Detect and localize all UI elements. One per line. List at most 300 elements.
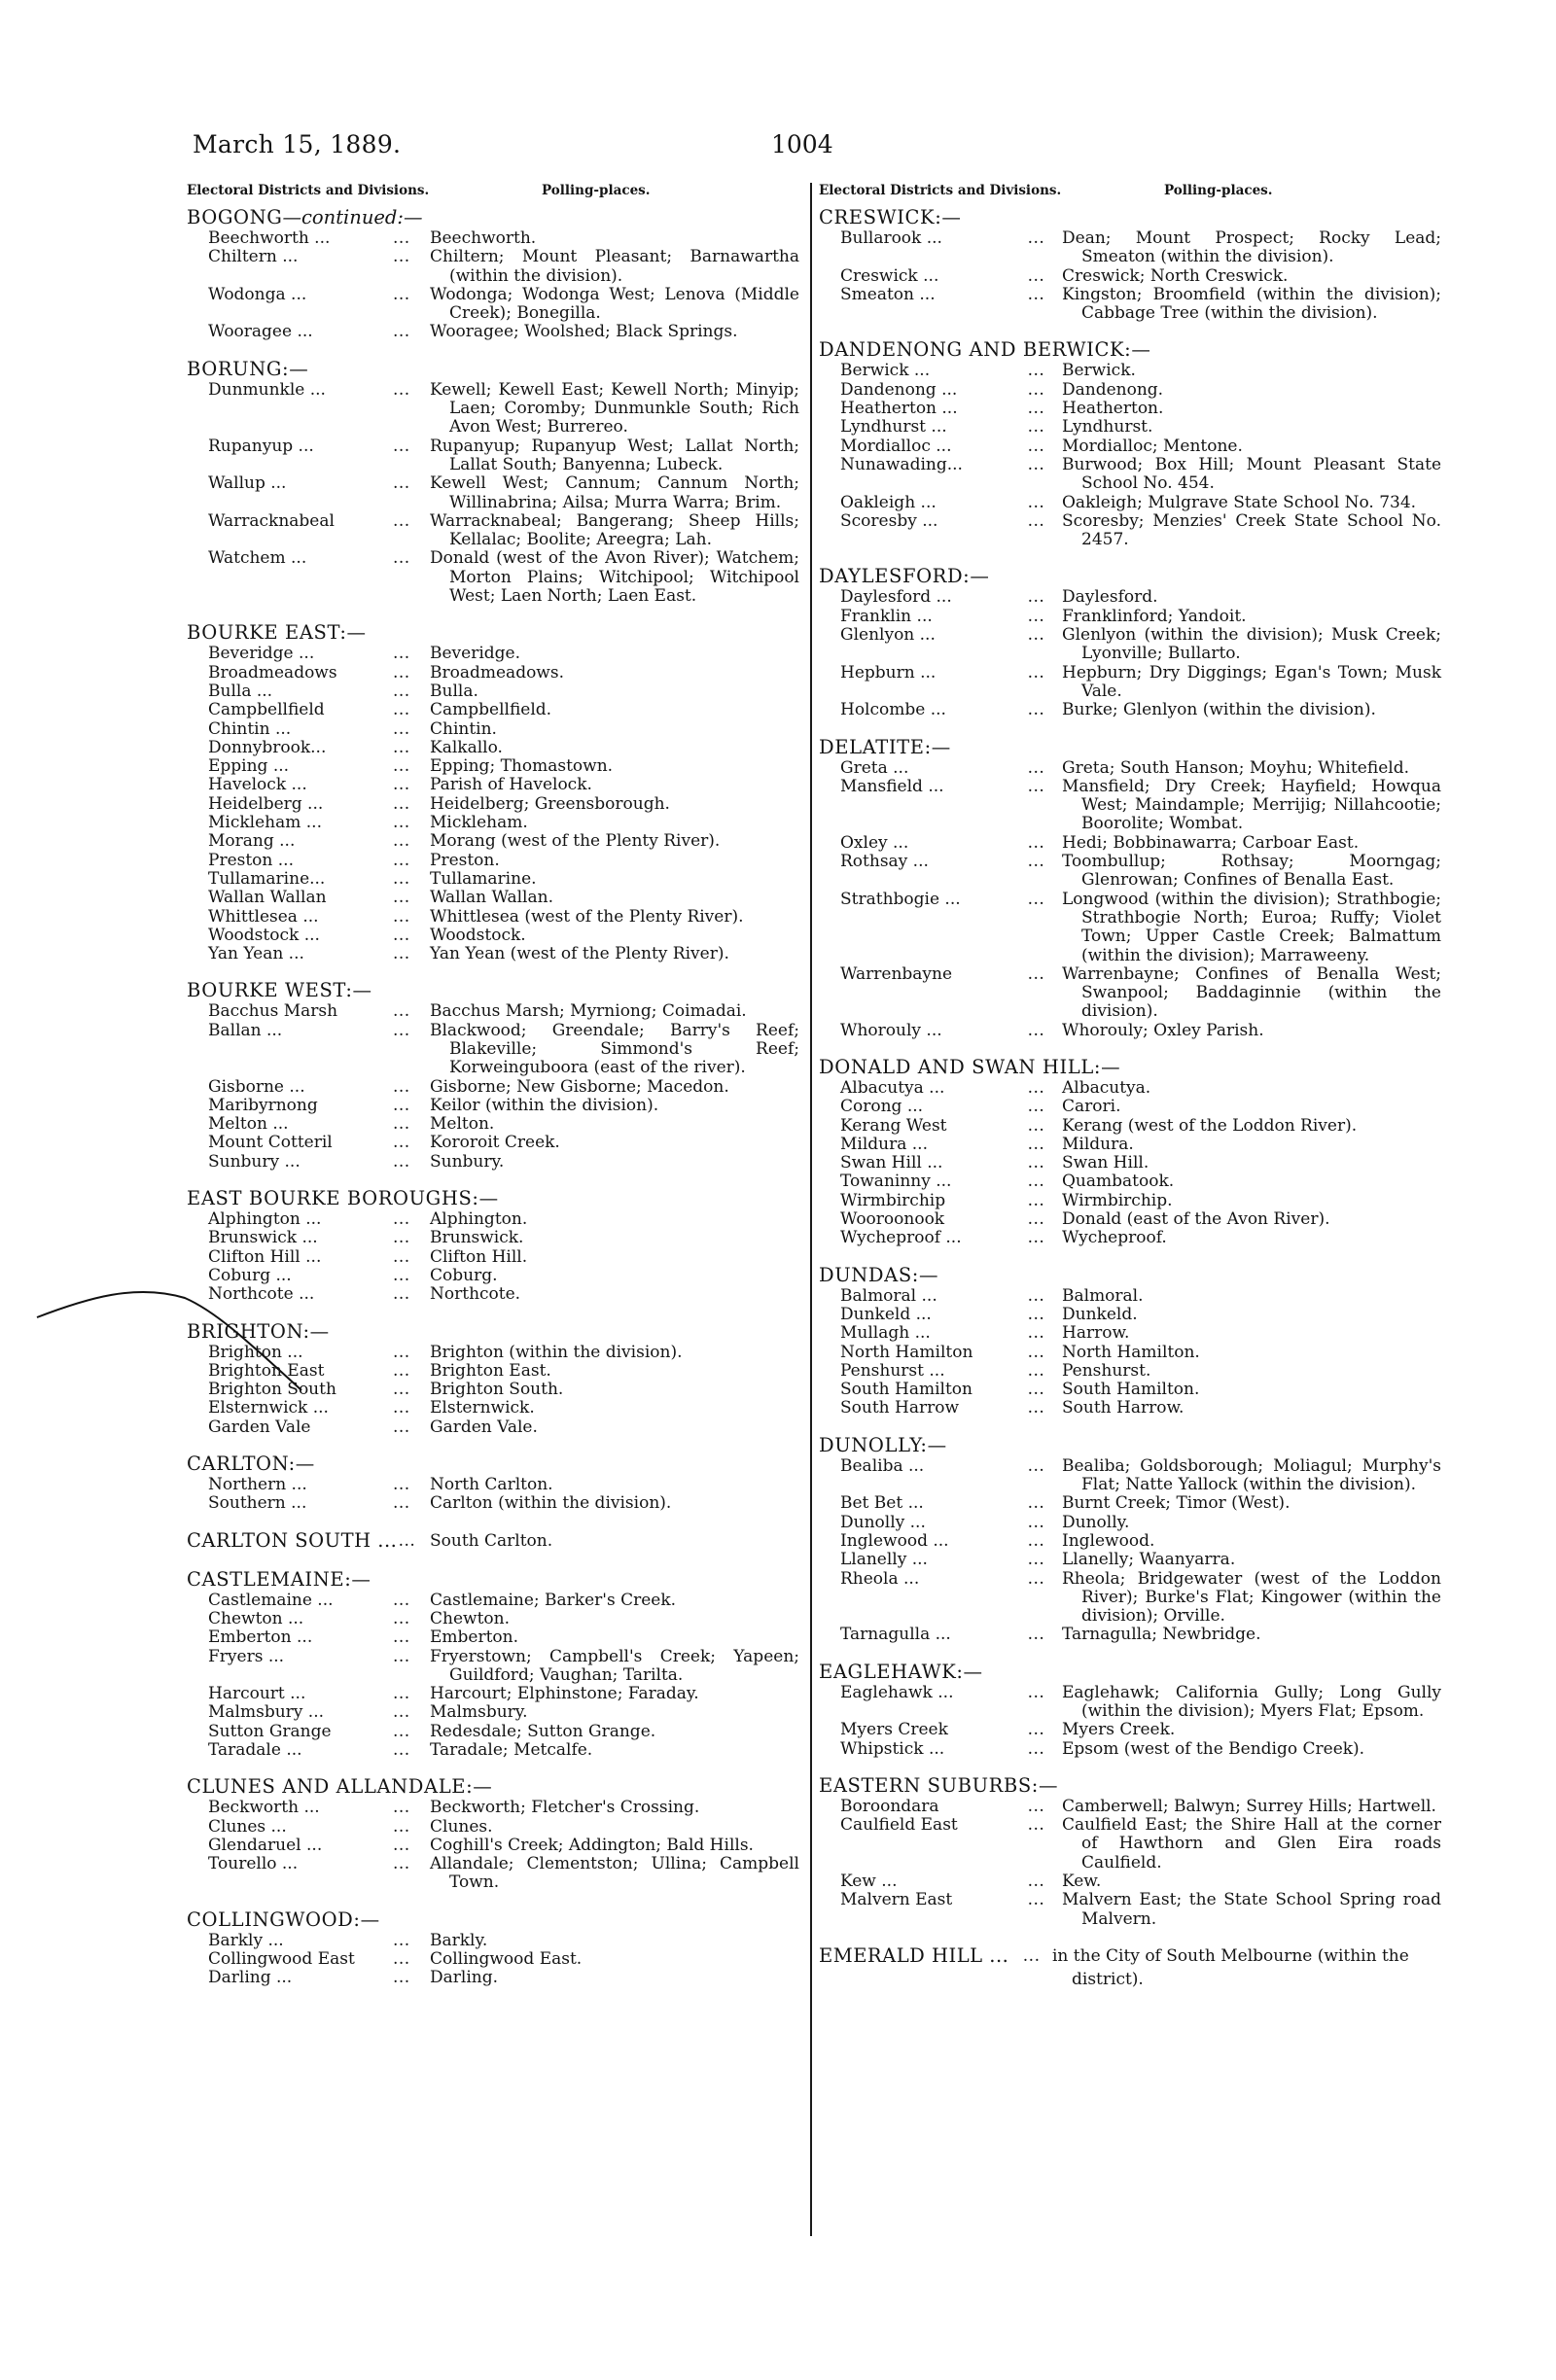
division-row xyxy=(187,1248,799,1267)
division-row xyxy=(819,588,1441,607)
district-section xyxy=(187,1187,799,1304)
leader-dots: ... xyxy=(1027,1360,1045,1381)
division-row xyxy=(187,1381,799,1399)
polling-places: Harrow. xyxy=(1062,1323,1130,1344)
leader-dots: ... xyxy=(1027,1228,1045,1248)
leader-dots: ... xyxy=(393,1740,410,1760)
division-row xyxy=(187,1741,799,1760)
leader-dots: ... xyxy=(393,1001,410,1022)
polling-places: Broadmeadows. xyxy=(430,662,564,682)
polling-places: Emberton. xyxy=(430,1628,519,1648)
district-title: DUNDAS:— xyxy=(819,1263,939,1286)
district-title: EAST BOURKE BOROUGHS:— xyxy=(187,1187,499,1210)
division-name: Swan Hill ... xyxy=(840,1153,943,1173)
division-row xyxy=(187,1022,799,1078)
district-name xyxy=(187,1908,799,1932)
leader-dots: ... xyxy=(393,1721,410,1741)
division-row xyxy=(187,1418,799,1437)
district-continued-suffix: —continued:— xyxy=(282,206,423,228)
leader-dots: ... xyxy=(393,1835,410,1855)
division-row xyxy=(819,1399,1441,1418)
division-row xyxy=(819,1022,1441,1040)
polling-places: Beckworth; Fletcher's Crossing. xyxy=(430,1798,700,1818)
polling-places: Swan Hill. xyxy=(1062,1153,1149,1173)
division-name: Brighton South xyxy=(208,1380,336,1400)
division-row xyxy=(187,1344,799,1362)
polling-places: Carori. xyxy=(1062,1097,1121,1117)
division-name: Broadmeadows xyxy=(208,662,337,682)
leader-dots: ... xyxy=(1027,1530,1045,1551)
division-row xyxy=(819,1494,1441,1513)
division-row xyxy=(819,418,1441,437)
division-name: Franklin ... xyxy=(840,606,933,626)
division-name: Alphington ... xyxy=(208,1209,322,1230)
division-row xyxy=(187,1969,799,1987)
division-row xyxy=(187,757,799,776)
division-name: Collingwood East xyxy=(208,1949,355,1970)
division-row xyxy=(187,1837,799,1855)
left-column-body xyxy=(187,206,799,1988)
heading-polling-places: Polling-places. xyxy=(542,183,651,198)
polling-places: Elsternwick. xyxy=(430,1398,535,1418)
division-row xyxy=(819,1872,1441,1891)
division-row xyxy=(187,1932,799,1950)
division-name: Northcote ... xyxy=(208,1284,315,1305)
polling-places: Beveridge. xyxy=(430,644,521,664)
district-title: EASTERN SUBURBS:— xyxy=(819,1773,1059,1797)
division-name: Fryers ... xyxy=(208,1646,285,1666)
division-name: Emberton ... xyxy=(208,1628,313,1648)
district-name xyxy=(187,1320,799,1344)
division-name: Gisborne ... xyxy=(208,1076,305,1097)
leader-dots: ... xyxy=(1027,1209,1045,1230)
district-title: DAYLESFORD:— xyxy=(819,565,990,588)
polling-places: Balmoral. xyxy=(1062,1285,1144,1306)
page-header xyxy=(0,124,1556,163)
leader-dots: ... xyxy=(393,1646,410,1666)
leader-dots: ... xyxy=(393,662,410,682)
polling-places: Bacchus Marsh; Myrniong; Coimadai. xyxy=(430,1001,747,1022)
division-row xyxy=(819,778,1441,834)
leader-dots: ... xyxy=(393,868,410,889)
leader-dots: ... xyxy=(1027,1890,1045,1910)
polling-places: Heidelberg; Greensborough. xyxy=(430,793,670,814)
polling-places: Brunswick. xyxy=(430,1228,524,1248)
division-name: Taradale ... xyxy=(208,1740,302,1760)
leader-dots: ... xyxy=(393,1684,410,1704)
district-title: BOURKE EAST:— xyxy=(187,621,367,645)
leader-dots: ... xyxy=(393,850,410,870)
division-name: Llanelly ... xyxy=(840,1550,928,1570)
leader-dots: ... xyxy=(1027,852,1045,872)
polling-places: South Harrow. xyxy=(1062,1398,1185,1418)
polling-places: Brighton South. xyxy=(430,1380,564,1400)
leader-dots: ... xyxy=(1027,1455,1045,1476)
division-row xyxy=(819,1362,1441,1381)
division-name: Greta ... xyxy=(840,757,909,778)
leader-dots: ... xyxy=(393,1702,410,1723)
division-name: Sunbury ... xyxy=(208,1151,301,1172)
district-section xyxy=(819,1661,1441,1759)
heading-divisions: Electoral Districts and Divisions. xyxy=(819,183,1062,198)
leader-dots: ... xyxy=(393,1475,410,1495)
division-name: Oxley ... xyxy=(840,832,909,853)
division-name: Southern ... xyxy=(208,1493,307,1514)
leader-dots: ... xyxy=(1027,510,1045,531)
district-name xyxy=(819,736,1441,759)
polling-places: Toombullup; Rothsay; Moorngag; Glenrowan; Confines of Benalla East. xyxy=(1062,852,1441,891)
leader-dots: ... xyxy=(1027,1020,1045,1040)
division-row xyxy=(819,608,1441,626)
polling-places: Daylesford. xyxy=(1062,587,1158,608)
district-section xyxy=(819,736,1441,1040)
polling-places: Whittlesea (west of the Plenty River). xyxy=(430,906,744,927)
division-name: Oakleigh ... xyxy=(840,492,937,512)
division-row xyxy=(819,1514,1441,1532)
division-row xyxy=(819,1344,1441,1362)
division-name: Beechworth ... xyxy=(208,228,331,248)
district-name xyxy=(819,206,1441,229)
division-row xyxy=(819,1210,1441,1229)
leader-dots: ... xyxy=(393,644,410,664)
division-row xyxy=(187,870,799,889)
division-name: Hepburn ... xyxy=(840,662,937,682)
polling-places: Longwood (within the division); Strathbogie; Strathbogie North; Euroa; Ruffy; Violet Town; Upper Castle Creek; Balmattum (within the division); Marraweeny. xyxy=(1062,889,1441,965)
district-section xyxy=(819,338,1441,549)
division-row xyxy=(187,1799,799,1817)
division-row xyxy=(819,512,1441,550)
district-section xyxy=(819,1774,1441,1929)
leader-dots: ... xyxy=(393,1417,410,1437)
polling-places: Carlton (within the division). xyxy=(430,1493,672,1514)
polling-places: Chewton. xyxy=(430,1608,510,1628)
division-row xyxy=(819,1229,1441,1247)
division-name: Chintin ... xyxy=(208,718,292,739)
division-row xyxy=(819,891,1441,965)
polling-places: Inglewood. xyxy=(1062,1530,1155,1551)
division-row xyxy=(187,682,799,701)
polling-places: North Carlton. xyxy=(430,1475,553,1495)
polling-places: Garden Vale. xyxy=(430,1417,538,1437)
division-name: Lyndhurst ... xyxy=(840,417,947,438)
district-title: DELATITE:— xyxy=(819,735,951,758)
leader-dots: ... xyxy=(393,1360,410,1381)
division-row xyxy=(187,229,799,248)
district-inline-row xyxy=(819,1944,1441,1991)
polling-places: Alphington. xyxy=(430,1209,528,1230)
leader-dots: ... xyxy=(1027,889,1045,909)
polling-places: Bealiba; Goldsborough; Moliagul; Murphy's Flat; Natte Yallock (within the division). xyxy=(1062,1455,1441,1495)
leader-dots: ... xyxy=(393,718,410,739)
division-name: Mickleham ... xyxy=(208,813,322,833)
leader-dots: ... xyxy=(393,1493,410,1514)
leader-dots: ... xyxy=(393,700,410,720)
division-row xyxy=(819,759,1441,778)
division-name: Warrenbayne xyxy=(840,963,953,984)
division-name: Melton ... xyxy=(208,1114,289,1135)
polling-places: Eaglehawk; California Gully; Long Gully (within the division); Myers Flat; Epsom. xyxy=(1062,1682,1441,1721)
division-row xyxy=(187,1097,799,1115)
district-section xyxy=(819,206,1441,323)
division-name: Albacutya ... xyxy=(840,1077,945,1098)
polling-places: Northcote. xyxy=(430,1284,521,1305)
division-row xyxy=(187,645,799,663)
division-row xyxy=(187,512,799,550)
leader-dots: ... xyxy=(1027,1172,1045,1192)
division-row xyxy=(819,664,1441,702)
division-name: Mansfield ... xyxy=(840,776,944,796)
leader-dots: ... xyxy=(1027,1323,1045,1344)
polling-places: Greta; South Hanson; Moyhu; Whitefield. xyxy=(1062,757,1409,778)
division-row xyxy=(819,701,1441,719)
division-name: Whittlesea ... xyxy=(208,906,319,927)
leader-dots: ... xyxy=(393,228,410,248)
division-name: Wooroonook xyxy=(840,1209,945,1230)
division-name: Bacchus Marsh xyxy=(208,1001,338,1022)
division-row xyxy=(187,776,799,794)
leader-dots: ... xyxy=(1027,265,1045,286)
leader-dots: ... xyxy=(1022,1945,1041,1966)
division-name: Brunswick ... xyxy=(208,1228,318,1248)
leader-dots: ... xyxy=(1027,1568,1045,1589)
polling-places: Burke; Glenlyon (within the division). xyxy=(1062,700,1376,720)
division-name: Harcourt ... xyxy=(208,1684,306,1704)
district-name xyxy=(187,1452,799,1476)
division-name: Smeaton ... xyxy=(840,284,936,304)
district-section xyxy=(819,1056,1441,1248)
division-name: Sutton Grange xyxy=(208,1721,332,1741)
division-name: Malvern East xyxy=(840,1890,953,1910)
district-name xyxy=(187,1187,799,1210)
division-row xyxy=(187,1950,799,1969)
division-row xyxy=(819,1381,1441,1399)
division-name: Inglewood ... xyxy=(840,1530,949,1551)
division-row xyxy=(819,626,1441,664)
division-row xyxy=(187,720,799,739)
division-name: Rupanyup ... xyxy=(208,436,314,456)
polling-places: Dandenong. xyxy=(1062,379,1164,400)
division-row xyxy=(187,286,799,324)
leader-dots: ... xyxy=(393,1816,410,1837)
division-row xyxy=(819,400,1441,418)
leader-dots: ... xyxy=(393,831,410,852)
division-row xyxy=(819,853,1441,891)
polling-places: Wodonga; Wodonga West; Lenova (Middle Creek); Bonegilla. xyxy=(430,284,799,324)
division-name: Wirmbirchip xyxy=(840,1190,946,1210)
polling-places: Dean; Mount Prospect; Rocky Lead; Smeaton (within the division). xyxy=(1062,228,1441,267)
division-name: Heatherton ... xyxy=(840,399,958,419)
polling-places: Campbellfield. xyxy=(430,700,552,720)
division-row xyxy=(819,1306,1441,1324)
polling-places: Tullamarine. xyxy=(430,868,537,889)
leader-dots: ... xyxy=(393,1342,410,1362)
leader-dots: ... xyxy=(393,775,410,795)
division-row xyxy=(819,1136,1441,1154)
column-headings xyxy=(187,183,799,204)
leader-dots: ... xyxy=(1027,1550,1045,1570)
division-name: Clifton Hill ... xyxy=(208,1246,322,1267)
leader-dots: ... xyxy=(1027,963,1045,984)
district-name xyxy=(187,621,799,645)
leader-dots: ... xyxy=(393,1284,410,1305)
division-name: Tullamarine... xyxy=(208,868,326,889)
division-name: Balmoral ... xyxy=(840,1285,937,1306)
leader-dots: ... xyxy=(393,379,410,400)
division-name: Whorouly ... xyxy=(840,1020,942,1040)
district-title: BORUNG:— xyxy=(187,357,309,380)
division-name: Wycheproof ... xyxy=(840,1228,962,1248)
division-row xyxy=(819,1532,1441,1551)
division-name: Tarnagulla ... xyxy=(840,1625,951,1645)
polling-places: Chiltern; Mount Pleasant; Barnawartha (within the division). xyxy=(430,247,799,286)
polling-places: Kingston; Broomfield (within the division); Cabbage Tree (within the division). xyxy=(1062,284,1441,324)
leader-dots: ... xyxy=(393,888,410,908)
division-row xyxy=(819,381,1441,400)
division-name: Northern ... xyxy=(208,1475,307,1495)
division-row xyxy=(819,229,1441,267)
division-name: Chewton ... xyxy=(208,1608,304,1628)
district-section xyxy=(187,358,799,607)
leader-dots: ... xyxy=(393,1798,410,1818)
leader-dots: ... xyxy=(393,436,410,456)
division-name: Whipstick ... xyxy=(840,1738,945,1759)
leader-dots: ... xyxy=(393,1590,410,1610)
division-name: Watchem ... xyxy=(208,548,307,569)
division-name: Wooragee ... xyxy=(208,322,313,342)
division-name: Garden Vale xyxy=(208,1417,311,1437)
leader-dots: ... xyxy=(393,548,410,569)
division-row xyxy=(819,1098,1441,1116)
division-name: Nunawading... xyxy=(840,454,963,474)
polling-places: Warrenbayne; Confines of Benalla West; Swanpool; Baddaginnie (within the division). xyxy=(1062,963,1441,1022)
gazette-date: March 15, 1889. xyxy=(193,130,402,158)
leader-dots: ... xyxy=(393,1114,410,1135)
district-section xyxy=(187,1529,799,1553)
division-row xyxy=(819,834,1441,853)
leader-dots: ... xyxy=(1027,1380,1045,1400)
polling-places: Allandale; Clementston; Ullina; Campbell Town. xyxy=(430,1854,799,1893)
division-row xyxy=(187,381,799,438)
leader-dots: ... xyxy=(1027,1738,1045,1759)
leader-dots: ... xyxy=(1027,1304,1045,1324)
polling-places: Tarnagulla; Newbridge. xyxy=(1062,1625,1261,1645)
division-row xyxy=(819,438,1441,456)
heading-polling-places: Polling-places. xyxy=(1164,183,1273,198)
leader-dots: ... xyxy=(393,1398,410,1418)
polling-places: Kewell; Kewell East; Kewell North; Minyip; Laen; Coromby; Dunmunkle South; Rich Avon West; Burrereo. xyxy=(430,379,799,438)
leader-dots: ... xyxy=(1027,399,1045,419)
division-name: Maribyrnong xyxy=(208,1095,318,1115)
district-name xyxy=(187,1775,799,1799)
division-name: Scoresby ... xyxy=(840,510,938,531)
polling-places: Harcourt; Elphinstone; Faraday. xyxy=(430,1684,699,1704)
division-name: Eaglehawk ... xyxy=(840,1682,954,1702)
division-row xyxy=(819,1172,1441,1191)
division-row xyxy=(187,908,799,927)
division-name: Glenlyon ... xyxy=(840,625,936,646)
division-name: Preston ... xyxy=(208,850,294,870)
division-row xyxy=(187,1115,799,1134)
division-row xyxy=(187,1703,799,1722)
district-title: DONALD AND SWAN HILL:— xyxy=(819,1055,1121,1078)
division-row xyxy=(187,549,799,606)
polling-places: Rheola; Bridgewater (west of the Loddon River); Burke's Flat; Kingower (within the division); Orville. xyxy=(1062,1568,1441,1627)
district-name: CARLTON SOUTH ... xyxy=(187,1528,398,1552)
division-row xyxy=(819,1570,1441,1627)
leader-dots: ... xyxy=(1027,228,1045,248)
division-row xyxy=(819,267,1441,286)
division-row xyxy=(819,362,1441,380)
division-name: Kew ... xyxy=(840,1872,898,1892)
polling-places: Kerang (west of the Loddon River). xyxy=(1062,1115,1358,1136)
polling-places: Myers Creek. xyxy=(1062,1720,1176,1740)
division-name: Dunmunkle ... xyxy=(208,379,326,400)
district-title: DUNOLLY:— xyxy=(819,1433,947,1456)
district-name xyxy=(819,1264,1441,1287)
polling-places: Scoresby; Menzies' Creek State School No. 2457. xyxy=(1062,510,1441,550)
division-row xyxy=(187,739,799,757)
polling-places: Clifton Hill. xyxy=(430,1246,528,1267)
district-title: CASTLEMAINE:— xyxy=(187,1567,371,1591)
polling-places: Wirmbirchip. xyxy=(1062,1190,1173,1210)
division-row xyxy=(187,1648,799,1686)
division-name: Penshurst ... xyxy=(840,1360,945,1381)
district-name xyxy=(187,358,799,381)
district-section xyxy=(819,565,1441,719)
polling-places: Quambatook. xyxy=(1062,1172,1175,1192)
district-title: EAGLEHAWK:— xyxy=(819,1660,983,1683)
district-name xyxy=(819,1774,1441,1798)
division-name: Dandenong ... xyxy=(840,379,958,400)
division-name: Castlemaine ... xyxy=(208,1590,334,1610)
division-name: Dunolly ... xyxy=(840,1512,926,1532)
polling-places: Mildura. xyxy=(1062,1134,1134,1154)
division-name: Dunkeld ... xyxy=(840,1304,932,1324)
polling-places: Redesdale; Sutton Grange. xyxy=(430,1721,656,1741)
polling-places: Beechworth. xyxy=(430,228,537,248)
leader-dots: ... xyxy=(393,1095,410,1115)
division-name: Myers Creek xyxy=(840,1720,948,1740)
polling-places: in the City of South Melbourne (within the district). xyxy=(1052,1945,1409,1989)
polling-places: Mansfield; Dry Creek; Hayfield; Howqua West; Maindample; Merrijig; Nillahcootie; Boorolite; Wombat. xyxy=(1062,776,1441,834)
polling-places: Heatherton. xyxy=(1062,399,1164,419)
right-column-body xyxy=(819,206,1441,1991)
leader-dots: ... xyxy=(393,1265,410,1285)
division-row xyxy=(819,494,1441,512)
leader-dots: ... xyxy=(1027,776,1045,796)
leader-dots: ... xyxy=(393,247,410,267)
leader-dots: ... xyxy=(1027,379,1045,400)
polling-places: Penshurst. xyxy=(1062,1360,1151,1381)
leader-dots: ... xyxy=(1027,1190,1045,1210)
polling-places: Llanelly; Waanyarra. xyxy=(1062,1550,1236,1570)
division-name: North Hamilton xyxy=(840,1342,973,1362)
polling-places: Camberwell; Balwyn; Surrey Hills; Hartwell. xyxy=(1062,1796,1436,1816)
division-name: Bealiba ... xyxy=(840,1455,925,1476)
leader-dots: ... xyxy=(393,1228,410,1248)
division-row xyxy=(187,945,799,963)
district-title: BOURKE WEST:— xyxy=(187,979,372,1002)
polling-places: Coburg. xyxy=(430,1265,498,1285)
polling-places: Malvern East; the State School Spring road Malvern. xyxy=(1062,1890,1441,1929)
division-row xyxy=(819,1117,1441,1136)
polling-places: Kew. xyxy=(1062,1872,1102,1892)
division-row xyxy=(187,438,799,475)
district-section xyxy=(187,1775,799,1892)
leader-dots: ... xyxy=(1027,1512,1045,1532)
leader-dots: ... xyxy=(393,1628,410,1648)
district-name: EMERALD HILL ... xyxy=(819,1943,1009,1967)
